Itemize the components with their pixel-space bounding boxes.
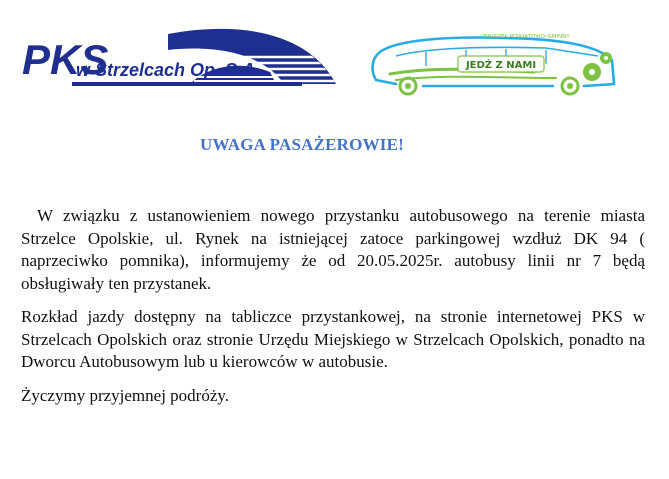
partner-arc-text: ZWIĄZEK POWIATOWO-GMINNY bbox=[482, 34, 570, 40]
notice-title: UWAGA PASAŻEROWIE! bbox=[199, 135, 404, 154]
bus-logo-graphic bbox=[366, 26, 636, 100]
partner-bus-logo bbox=[366, 26, 636, 100]
notice-body bbox=[21, 205, 645, 418]
notice-closing: Życzymy przyjemnej podróży. bbox=[21, 385, 230, 405]
pks-company-logo bbox=[18, 24, 338, 88]
notice-paragraph-2: Rozkład jazdy dostępny na tabliczce przystankowej, na stronie internetowej PKS w Strzelcach Opolskich oraz stronie Urzędu Miejskiego w Strzelcach Opolskich, ponadto na Dworcu Autobusowym lub u kierowców w autobusie. bbox=[21, 307, 645, 371]
svg-text:PKS: PKS bbox=[22, 36, 109, 83]
pks-logo-graphic bbox=[18, 24, 338, 88]
partner-slogan-text: JEDŹ Z NAMI bbox=[465, 60, 537, 71]
svg-text:w Strzelcach Op. S.A.: w Strzelcach Op. S.A. bbox=[76, 60, 261, 80]
notice-paragraph-1: W związku z ustanowieniem nowego przystanku autobusowego na terenie miasta Strzelce Opolskie, ul. Rynek na istniejącej zatoce parkingowej wzdłuż DK 94 ( naprzeciwko pomnika), informujemy że od 20.05.2025r. autobusy linii nr 7 będą obsługiwały ten przystanek. bbox=[21, 206, 645, 293]
